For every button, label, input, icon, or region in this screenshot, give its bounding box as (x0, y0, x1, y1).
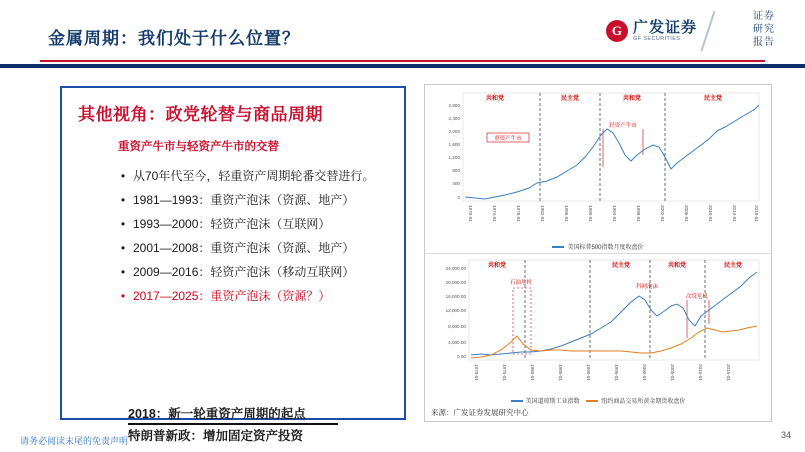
svg-text:8,000.00: 8,000.00 (448, 324, 466, 329)
list-item-label: 2009—2016：轻资产泡沫（移动互联网） (133, 265, 355, 279)
svg-text:1974-01: 1974-01 (492, 205, 497, 222)
svg-text:1990-01: 1990-01 (588, 205, 593, 222)
svg-text:2014-01: 2014-01 (732, 205, 737, 222)
svg-text:1,200: 1,200 (448, 155, 460, 160)
disclaimer-text: 请务必阅读末尾的免责声明 (20, 436, 129, 446)
svg-text:1994-01: 1994-01 (612, 205, 617, 222)
svg-text:4,000.00: 4,000.00 (448, 340, 466, 345)
svg-text:16,000.00: 16,000.00 (445, 294, 466, 299)
list-item-label: 从70年代至今，轻重资产周期轮番交替进行。 (133, 169, 375, 183)
chart-sp500-svg (425, 85, 771, 253)
svg-text:石油危机: 石油危机 (509, 280, 533, 286)
chart-sp500 (425, 85, 771, 254)
svg-text:1970-01: 1970-01 (474, 364, 479, 381)
list-item (118, 264, 386, 280)
list-item-label: 1993—2000：轻资产泡沫（互联网） (133, 217, 331, 231)
legend-swatch-blue-icon (511, 400, 523, 402)
svg-text:民主党: 民主党 (723, 263, 743, 269)
svg-text:24,000.00: 24,000.00 (445, 266, 466, 271)
band-label-2: 民主党 (560, 96, 580, 102)
svg-text:2018-01: 2018-01 (754, 205, 759, 222)
bullet-dot-icon: • (120, 241, 126, 255)
header-red-rule (40, 60, 765, 62)
svg-text:800: 800 (452, 168, 460, 173)
bullet-dot-icon: • (120, 169, 126, 183)
logo-name-en: GF SECURITIES (632, 35, 681, 42)
band-label-4: 民主党 (703, 96, 723, 102)
bullet-dot-icon: • (120, 193, 126, 207)
svg-text:1986-01: 1986-01 (564, 205, 569, 222)
list-item-label: 1981—1993：重资产泡沫（资源、地产） (133, 193, 355, 207)
legend-swatch-orange-icon (586, 400, 598, 402)
chart-dow-gold-svg (425, 254, 771, 404)
legend-label-dow: 美国道琼斯工业指数 (525, 399, 580, 405)
svg-text:12,000.00: 12,000.00 (445, 308, 466, 313)
svg-text:1980-01: 1980-01 (530, 364, 535, 381)
box-subtitle: 重资产牛市与轻资产牛市的交替 (118, 141, 279, 153)
svg-text:民主党: 民主党 (611, 263, 631, 269)
svg-text:20,000.00: 20,000.00 (445, 280, 466, 285)
svg-text:2000-01: 2000-01 (642, 364, 647, 381)
band-label-1: 共和党 (485, 96, 505, 102)
chart-sp500-legend (425, 242, 771, 251)
svg-text:共和党: 共和党 (487, 263, 507, 269)
svg-text:2010-01: 2010-01 (698, 364, 703, 381)
svg-text:2,000: 2,000 (448, 129, 460, 134)
svg-text:2005-01: 2005-01 (670, 364, 675, 381)
svg-text:1970-01: 1970-01 (468, 205, 473, 222)
list-item-highlight (118, 288, 386, 304)
list-item (118, 216, 386, 232)
page-title: 金属周期：我们处于什么位置？ (48, 29, 300, 48)
list-item-label: 2017—2025：重资产泡沫（资源？） (133, 289, 331, 303)
svg-text:0: 0 (457, 195, 460, 200)
chart-dow-gold (425, 254, 771, 421)
svg-text:2015-01: 2015-01 (726, 364, 731, 381)
svg-text:0.00: 0.00 (457, 354, 466, 359)
list-item (118, 240, 386, 256)
band-label-3: 共和党 (622, 96, 642, 102)
list-item-label: 2001—2008：重资产泡沫（资源、地产） (133, 241, 355, 255)
list-item (118, 168, 386, 184)
chart-panel (424, 84, 772, 422)
svg-text:共和党: 共和党 (667, 263, 687, 269)
svg-text:1,600: 1,600 (448, 142, 460, 147)
slide-header (0, 0, 805, 64)
list-item (118, 192, 386, 208)
bullet-dot-icon: • (120, 217, 126, 231)
company-logo (606, 14, 697, 48)
conclusion-line-1: 2018：新一轮重资产周期的起点 (128, 404, 338, 425)
bullet-dot-icon: • (120, 289, 126, 303)
logo-name-cn: 广发证券 (632, 18, 697, 36)
legend-label-gold: 纽约商品交易所黄金期货收盘价 (601, 399, 686, 405)
chart-dow-gold-legend (425, 396, 771, 405)
svg-text:1982-01: 1982-01 (540, 205, 545, 222)
svg-text:1995-01: 1995-01 (614, 364, 619, 381)
svg-text:400: 400 (452, 181, 460, 186)
svg-text:次贷危机: 次贷危机 (685, 294, 709, 300)
logo-mark-icon: G (606, 20, 628, 42)
legend-swatch-blue-icon (552, 246, 564, 248)
svg-text:1985-01: 1985-01 (558, 364, 563, 381)
report-label: 证券 研究 报告 (753, 11, 775, 48)
svg-text:1998-01: 1998-01 (636, 205, 641, 222)
box-title: 其他视角：政党轮替与商品周期 (78, 105, 323, 124)
legend-label: 美国标普500指数月度收盘价 (567, 245, 644, 251)
logo-divider (701, 11, 716, 52)
svg-text:2,400: 2,400 (448, 116, 460, 121)
conclusion-line-2: 特朗普新政：增加固定资产投资 (128, 429, 304, 443)
svg-text:1990-01: 1990-01 (586, 364, 591, 381)
svg-text:轻资产牛市: 轻资产牛市 (609, 123, 637, 129)
svg-text:2010-01: 2010-01 (708, 205, 713, 222)
svg-text:2,800: 2,800 (448, 103, 460, 108)
svg-text:重资产牛市: 重资产牛市 (494, 136, 522, 142)
svg-text:1975-01: 1975-01 (502, 364, 507, 381)
svg-text:1978-01: 1978-01 (516, 205, 521, 222)
page-number: 34 (780, 430, 791, 440)
svg-text:2002-01: 2002-01 (660, 205, 665, 222)
svg-text:科网泡沫: 科网泡沫 (635, 284, 659, 290)
bullet-dot-icon: • (120, 265, 126, 279)
header-white-band (0, 68, 805, 70)
chart-source: 来源：广发证券发展研究中心 (431, 408, 529, 417)
bullet-list (118, 168, 386, 312)
svg-text:2006-01: 2006-01 (684, 205, 689, 222)
